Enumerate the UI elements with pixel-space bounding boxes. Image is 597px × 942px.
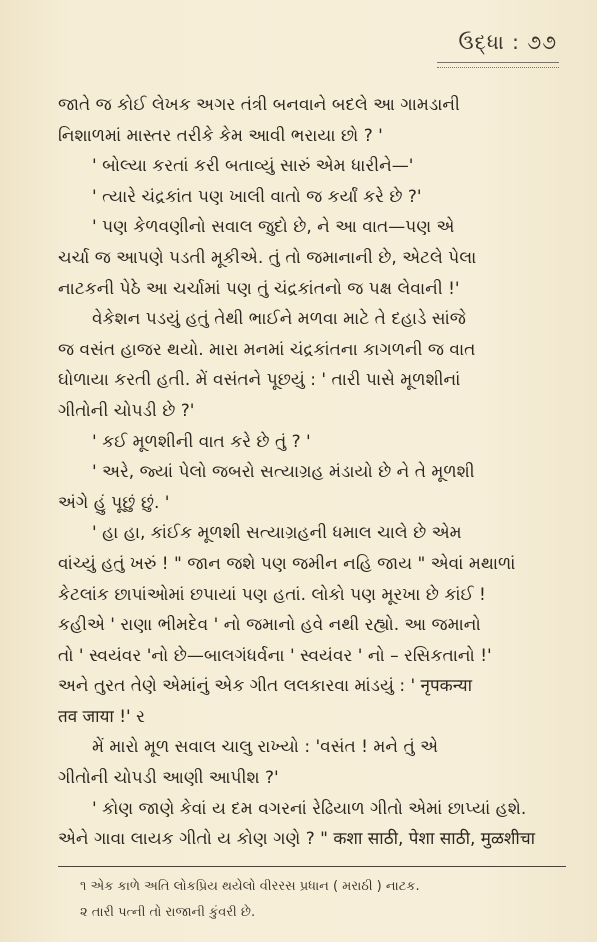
text-line: ' અરે, જ્યાં પેલો જબરો સત્યાગ્રહ મંડાયો છે ને તે મૂળશી xyxy=(92,462,475,483)
text-line: જાતે જ કોઈ લેખક અગર તંત્રી બનવાને બદલે આ ગામડાની xyxy=(58,95,460,115)
text-line: નાટકની પેઠે આ ચર્ચામાં પણ તું ચંદ્રકાંતનો જ પક્ષ લેવાની !' xyxy=(58,278,460,299)
footnote: ૨ તારી પત્ની તો રાજાની કુંવરી છે. xyxy=(80,905,256,920)
header-decorative-rule xyxy=(437,62,559,68)
text-line: મેં મારો મૂળ સવાલ ચાલુ રાખ્યો : 'વસંત ! મને તું એ xyxy=(92,737,439,758)
text-line: જ વસંત હાજર થયો. મારા મનમાં ચંદ્રકાંતના કાગળની જ વાત xyxy=(58,339,476,360)
text-line: નિશાળમાં માસ્તર તરીકે કેમ આવી ભરાયા છો ? ' xyxy=(58,125,383,146)
body-text xyxy=(58,90,566,855)
footnote-divider xyxy=(58,866,566,867)
text-line: ગીતોની ચોપડી આણી આપીશ ?' xyxy=(58,768,279,789)
text-line: ' હા હા, કાંઈક મૂળશી સત્યાગ્રહની ધમાલ ચાલે છે એમ xyxy=(92,523,462,544)
text-line: વેકેશન પડયું હતું તેથી ભાઈને મળવા માટે તે દહાડે સાંજે xyxy=(92,309,466,330)
footnote: ૧ એક કાળે અતિ લોકપ્રિય થયેલો વીરરસ પ્રધાન ( મરાઠી ) નાટક. xyxy=(80,879,420,894)
text-line: ' કોણ જાણે કેવાં ય દમ વગરનાં રેઢિયાળ ગીતો એમાં છાપ્યાં હશે. xyxy=(92,798,527,819)
text-line: તો ' સ્વયંવર 'નો છે—બાલગંધર્વના ' સ્વયંવર ' નો – રસિકતાનો !' xyxy=(58,645,492,666)
text-line: વાંચ્યું હતું ખરું ! " જાન જશે પણ જમીન નહિ જાય " એવાં મથાળાં xyxy=(58,553,516,574)
text-line: ચર્ચા જ આપણે પડતી મૂકીએ. તું તો જમાનાની છે, એટલે પેલા xyxy=(58,247,477,268)
text-line: ગીતોની ચોપડી છે ?' xyxy=(58,400,195,421)
text-line: ' પણ કેળવણીનો સવાલ જુદો છે, ને આ વાત—પણ એ xyxy=(92,217,455,238)
text-line: तव जाया !' ર xyxy=(58,706,145,727)
text-line: ' કઈ મૂળશીની વાત કરે છે તું ? ' xyxy=(92,431,311,452)
text-line: કેટલાંક છાપાંઓમાં છપાયાં પણ હતાં. લોકો પણ મૂરખા છે કાંઈ ! xyxy=(58,584,486,605)
text-line: ઘોળાયા કરતી હતી. મેં વસંતને પૂછયું : ' તારી પાસે મૂળશીનાં xyxy=(58,370,461,391)
running-header: ઉદ્ધા : ૭૭ xyxy=(458,30,557,54)
text-line: ' ત્યારે ચંદ્રકાંત પણ ખાલી વાતો જ કર્યાં કરે છે ?' xyxy=(92,186,422,207)
text-line: અને તુરત તેણે એમાંનું એક ગીત લલકારવા માંડયું : ' नृपकन्या xyxy=(58,676,472,697)
text-line: એને ગાવા લાયક ગીતો ય કોણ ગણે ? " कशा साठी, पेशा साठी, मुळशीचा xyxy=(58,829,536,850)
text-line: કહીએ ' રાણા ભીમદેવ ' નો જમાનો હવે નથી રહ્યો. આ જમાનો xyxy=(58,615,481,636)
footnotes xyxy=(80,874,570,926)
text-line: ' બોલ્યા કરતાં કરી બતાવ્યું સારું એમ ધારીને—' xyxy=(92,156,414,177)
text-line: અંગે હું પૂછું છું. ' xyxy=(58,492,170,513)
